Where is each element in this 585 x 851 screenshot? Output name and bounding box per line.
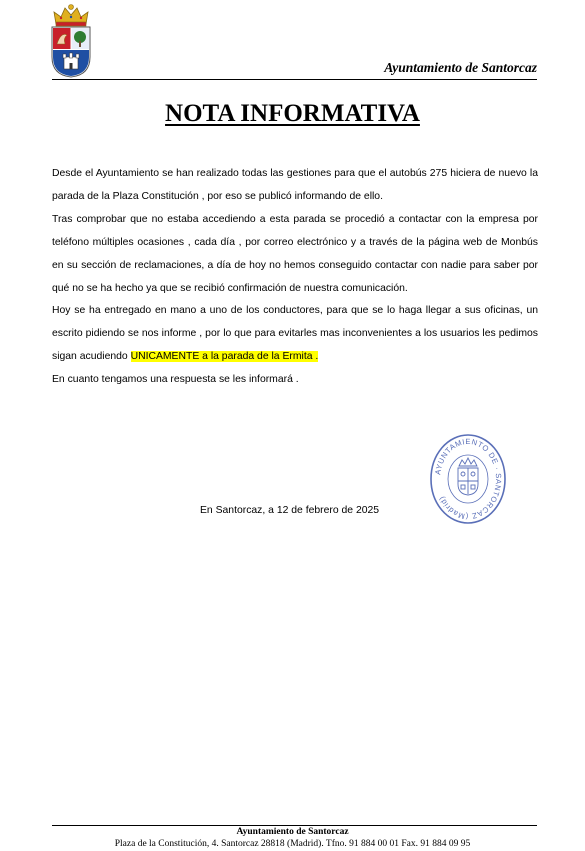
date-line: En Santorcaz, a 12 de febrero de 2025: [200, 505, 380, 516]
header-organization: Ayuntamiento de Santorcaz: [384, 60, 537, 75]
title-text: NOTA INFORMATIVA: [165, 100, 420, 127]
crown-icon: [54, 5, 88, 27]
paragraph-1: Desde el Ayuntamiento se han realizado todas las gestiones para que el autobús 275 hiciera de nuevo la parada de la Plaza Constitución , por eso se publicó informando de ello.: [52, 168, 538, 202]
coat-of-arms-logo: [48, 2, 94, 78]
footer-organization: Ayuntamiento de Santorcaz: [236, 827, 349, 837]
paragraph-2: Tras comprobar que no estaba accediendo a esta parada se procedió a contactar con la empresa por teléfono múltiples ocasiones , cada día , por correo electrónico y a través de la página web de Monbús en su sección de reclamaciones, a día de hoy no hemos conseguido contactar con nadie para saber por qué no se ha hecho ya que se recibió confirmación de nuestra comunicación.: [52, 213, 538, 294]
seal-text: AYUNTAMIENTO DE · SANTORCAZ (Madrid): [433, 436, 504, 522]
footer-divider: [52, 825, 537, 826]
footer-address: Plaza de la Constitución, 4. Santorcaz 28818 (Madrid). Tfno. 91 884 00 01 Fax. 91 884 09 95: [114, 839, 471, 849]
shield-icon: [52, 27, 90, 77]
page-title: [0, 100, 585, 128]
paragraph-3: [52, 300, 538, 369]
highlighted-instruction: UNICAMENTE a la parada de la Ermita .: [130, 351, 319, 363]
header-divider: [52, 79, 537, 80]
paragraph-3-text: Hoy se ha entregado en mano a uno de los conductores, para que se lo haga llegar a sus oficinas, un escrito pidiendo se nos informe , por lo que para evitarles mas inconvenientes a los usuarios les pedimos sigan acudiendo: [52, 305, 538, 363]
paragraph-4: En cuanto tengamos una respuesta se les informará .: [52, 374, 299, 386]
seal-coat-icon: [458, 458, 478, 495]
official-seal-stamp: [428, 432, 508, 526]
notice-body: [52, 163, 538, 392]
